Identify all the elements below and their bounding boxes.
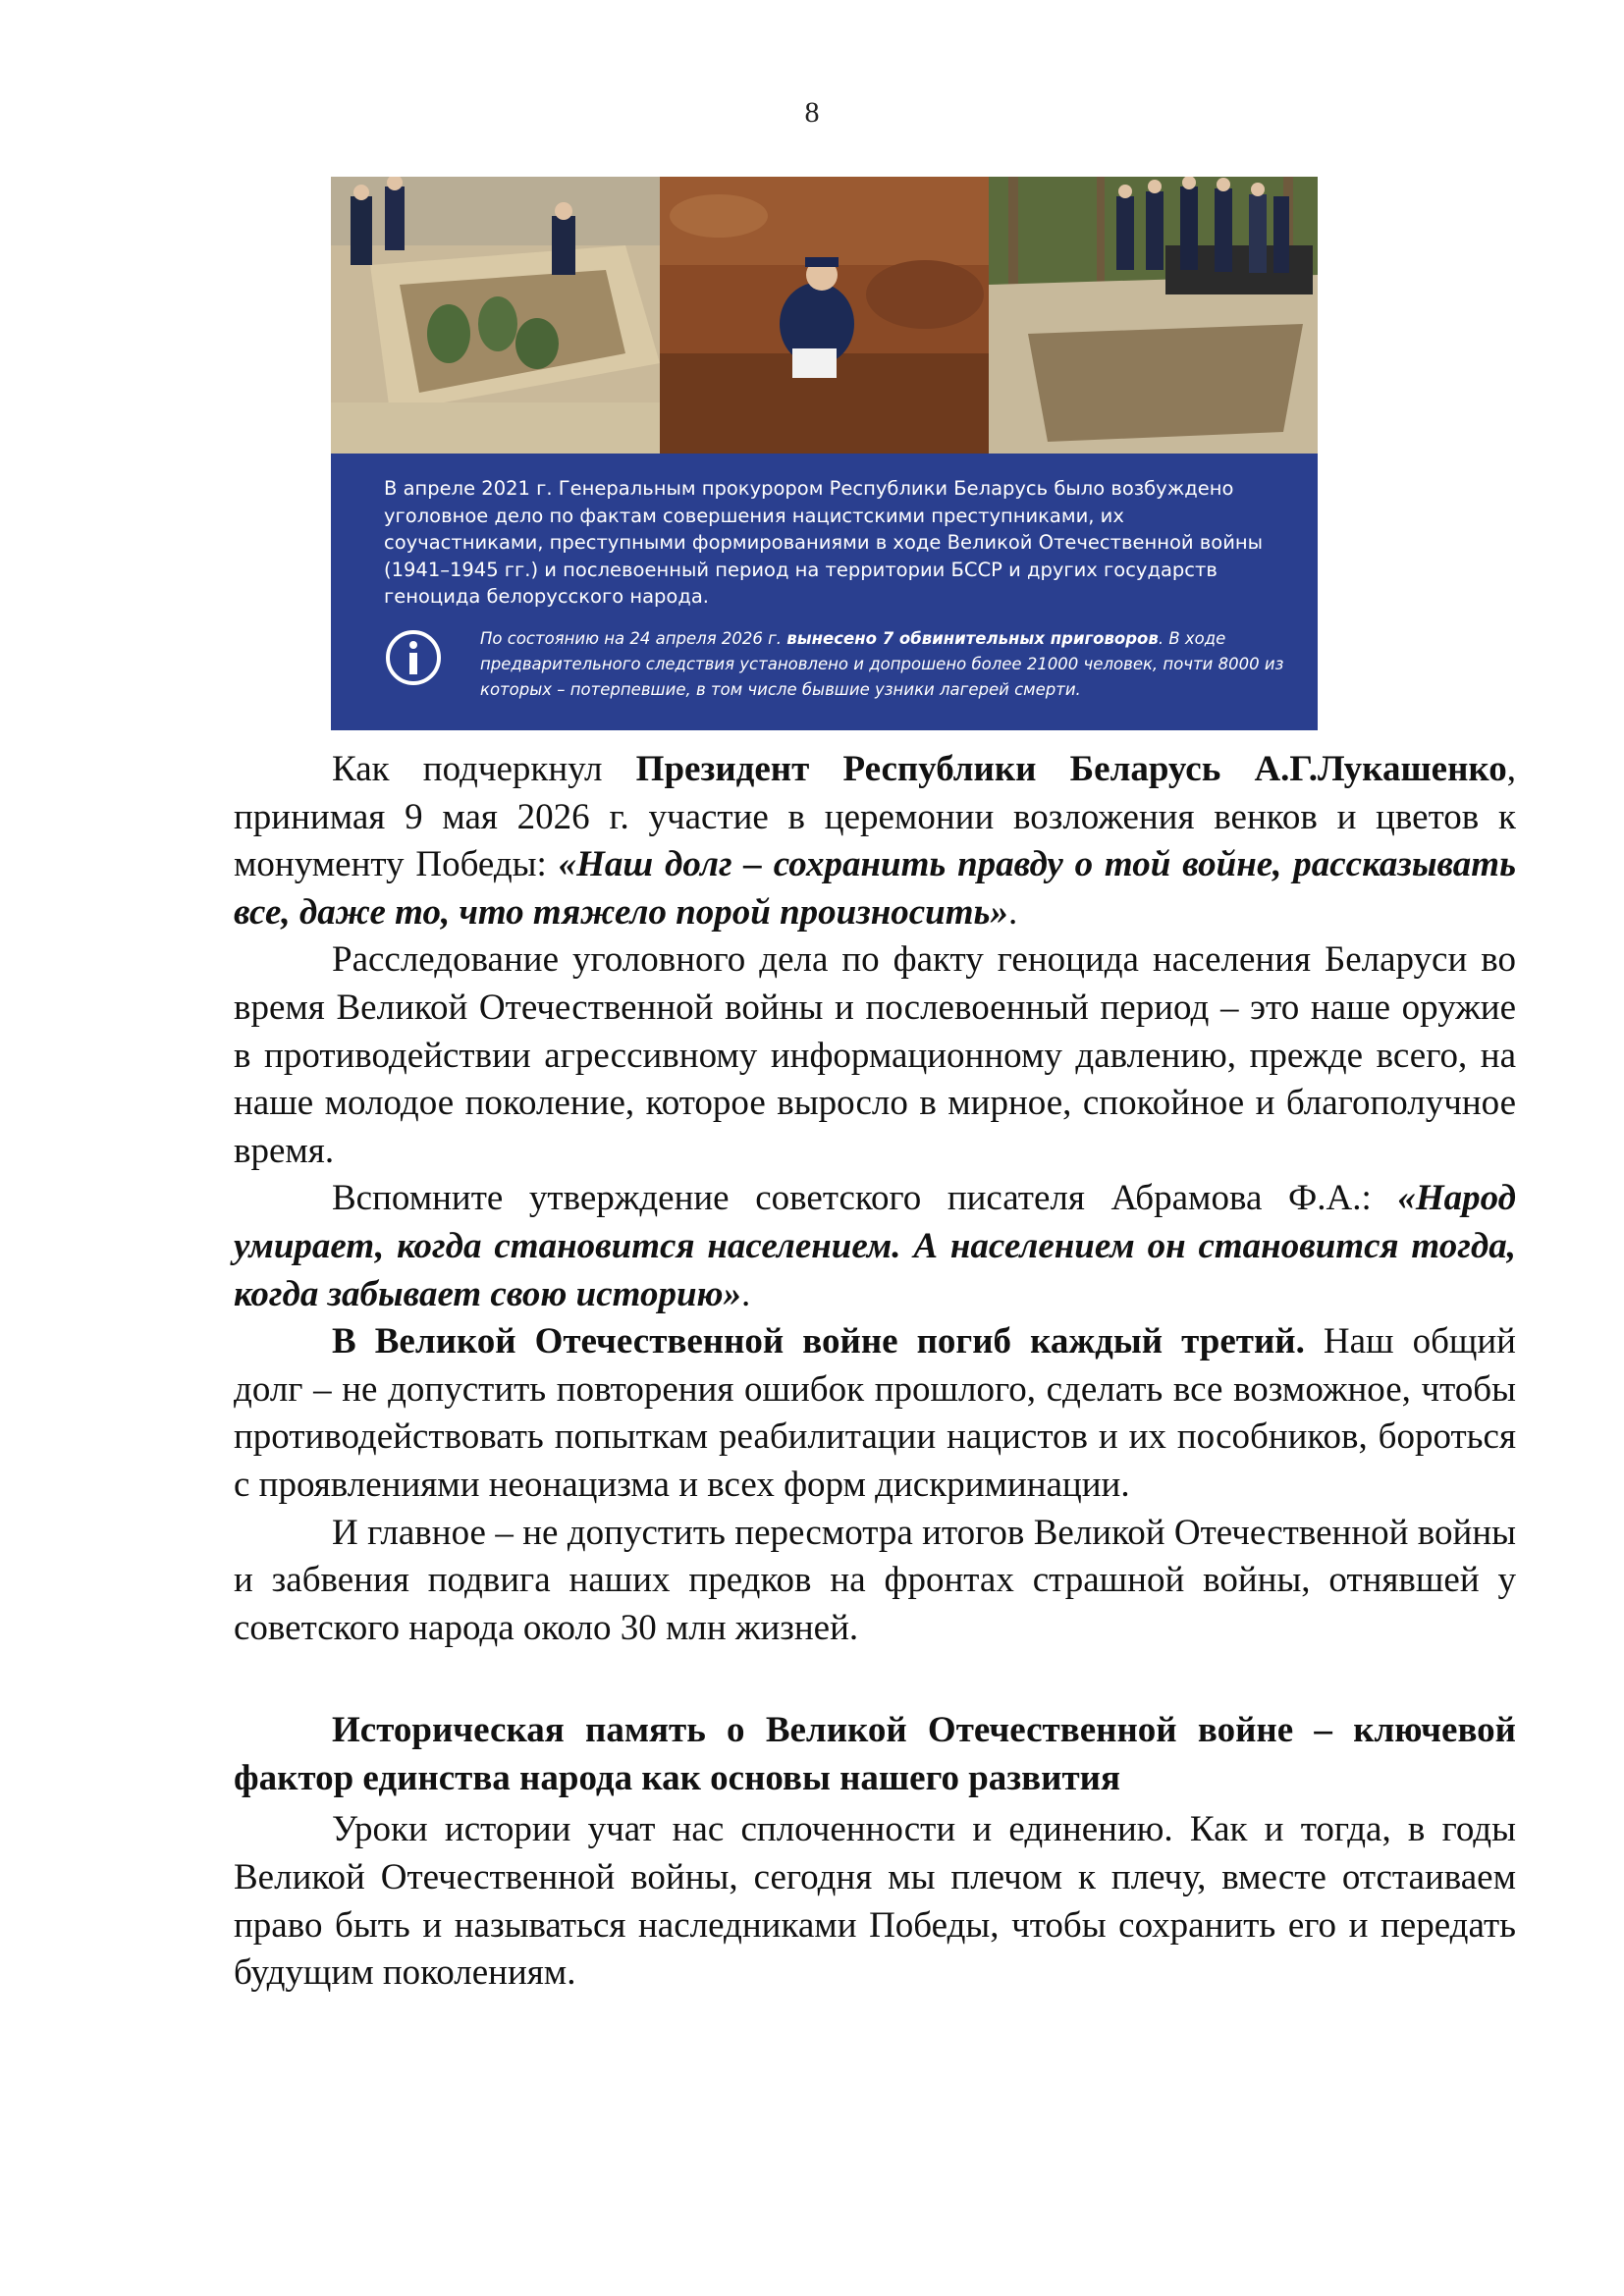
president-name: Президент Республики Беларусь А.Г.Лукашенко [635,749,1507,789]
paragraph-main-goal: И главное – не допустить пересмотра итогов Великой Отечественной войны и забвения подвига наших предков на фронтах страшной войны, отнявшей у советского народа около 30 млн жизней. [234,1512,1516,1648]
photo-strip [331,177,1318,454]
paragraph-president-quote: Как подчеркнул Президент Республики Беларусь А.Г.Лукашенко, принимая 9 мая 2026 г. участие в церемонии возложения венков и цветов к монументу Победы: «Наш долг – сохранить правду о той войне, рассказывать все, даже то, что тяжело порой произносить». [234,749,1516,933]
page-number: 8 [804,96,820,129]
photo-investigators-excavation [331,177,660,454]
paragraph-every-third: В Великой Отечественной войне погиб каждый третий. Наш общий долг – не допустить повторения ошибок прошлого, сделать все возможное, чтобы противодействовать попыткам реабилитации нацистов и их пособников, бороться с проявлениями неонацизма и всех форм дискриминации. [234,1321,1516,1505]
paragraph-abramov-quote: Вспомните утверждение советского писателя Абрамова Ф.А.: «Народ умирает, когда становится населением. А населением он становится тогда, когда забывает свою историю». [234,1178,1516,1314]
photo-officials-at-burial-pit [989,177,1318,454]
verdicts-highlight: вынесено 7 обвинительных приговоров [786,629,1159,648]
photo-investigator-kneeling-notes [660,177,989,454]
info-text: По состоянию на 24 апреля 2026 г. вынесено 7 обвинительных приговоров. В ходе предварительного следствия установлено и допрошено более 21000 человек, почти 8000 из которых – потерпевшие, в том числе бывшие узники лагерей смерти. [480,629,1284,699]
section-heading: Историческая память о Великой Отечественной войне – ключевой фактор единства народа как основы нашего развития [234,1710,1516,1798]
info-icon [384,628,443,687]
president-quote: «Наш долг – сохранить правду о той войне, рассказывать все, даже то, что тяжело порой произносить» [234,844,1516,933]
info-box [384,626,1287,715]
paragraph-lessons: Уроки истории учат нас сплоченности и единению. Как и тогда, в годы Великой Отечественной войны, сегодня мы плечом к плечу, вместе отстаиваем право быть и называться наследниками Победы, чтобы сохранить его и передать будущим поколениям. [234,1809,1516,1994]
abramov-quote: «Народ умирает, когда становится населением. А населением он становится тогда, когда забывает свою историю» [234,1178,1516,1314]
paragraph-investigation: Расследование уголовного дела по факту геноцида населения Беларуси во время Великой Отечественной войны и послевоенный период – это наше оружие в противодействии агрессивному информационному давлению, прежде всего, на наше молодое поколение, которое выросло в мирное, спокойное и благополучное время. [234,939,1516,1171]
news-figure [331,177,1318,730]
article-body [234,746,1516,1998]
figure-caption: В апреле 2021 г. Генеральным прокурором Республики Беларусь было возбуждено уголовное дело по фактам совершения нацистскими преступниками, их соучастниками, преступными формированиями в ходе Великой Отечественной войны (1941–1945 гг.) и послевоенный период на территории БССР и других государств геноцида белорусского народа. [384,477,1264,608]
every-third-statement: В Великой Отечественной войне погиб каждый третий. [332,1321,1305,1362]
